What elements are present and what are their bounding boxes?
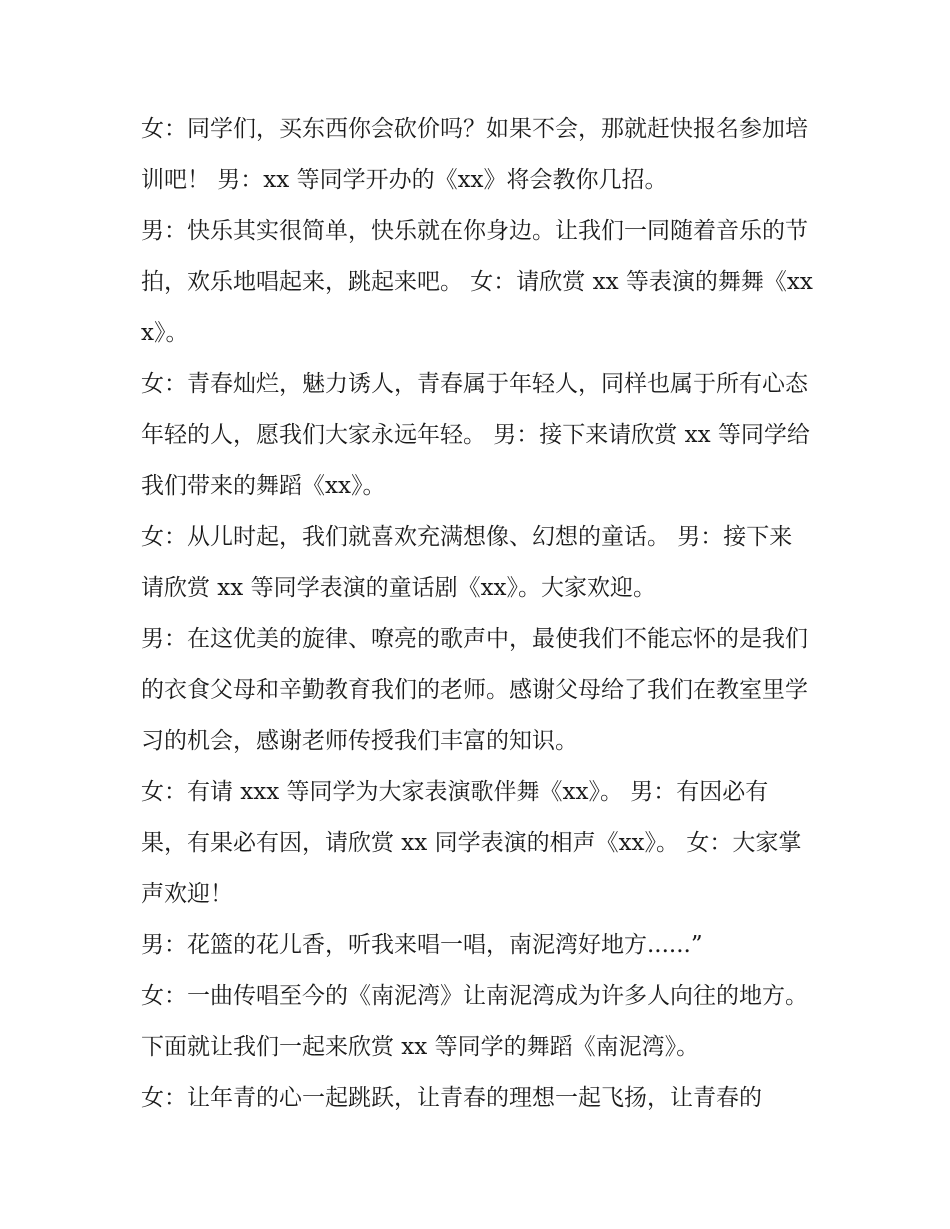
paragraph: 男：在这优美的旋律、嘹亮的歌声中，最使我们不能忘怀的是我们的衣食父母和辛勤教育我们的老师。感谢父母给了我们在教室里学习的机会，感谢老师传授我们丰富的知识。 xyxy=(141,626,808,754)
paragraph: 女：青春灿烂，魅力诱人，青春属于年轻人，同样也属于所有心态年轻的人，愿我们大家永远年轻。 男：接下来请欣赏 xx 等同学给我们带来的舞蹈《xx》。 xyxy=(141,371,810,499)
paragraph: 男：快乐其实很简单，快乐就在你身边。让我们一同随着音乐的节拍，欢乐地唱起来，跳起来吧。 女：请欣赏 xx 等表演的舞舞《xxx》。 xyxy=(141,218,813,346)
paragraph: 女：从儿时起，我们就喜欢充满想像、幻想的童话。 男：接下来请欣赏 xx 等同学表演的童话剧《xx》。大家欢迎。 xyxy=(141,524,793,601)
paragraph: 女：一曲传唱至今的《南泥湾》让南泥湾成为许多人向往的地方。下面就让我们一起来欣赏 xx 等同学的舞蹈《南泥湾》。 xyxy=(141,983,808,1060)
document-body xyxy=(141,104,813,1124)
paragraph: 女：让年青的心一起跳跃，让青春的理想一起飞扬，让青春的 xyxy=(141,1085,762,1111)
paragraph: 女：有请 xxx 等同学为大家表演歌伴舞《xx》。 男：有因必有果，有果必有因，请欣赏 xx 同学表演的相声《xx》。 女：大家掌声欢迎！ xyxy=(141,779,802,907)
paragraph: 女：同学们，买东西你会砍价吗？如果不会，那就赶快报名参加培训吧！ 男：xx 等同学开办的《xx》将会教你几招。 xyxy=(141,116,808,193)
paragraph: 男：花篮的花儿香，听我来唱一唱，南泥湾好地方......” xyxy=(141,932,703,958)
